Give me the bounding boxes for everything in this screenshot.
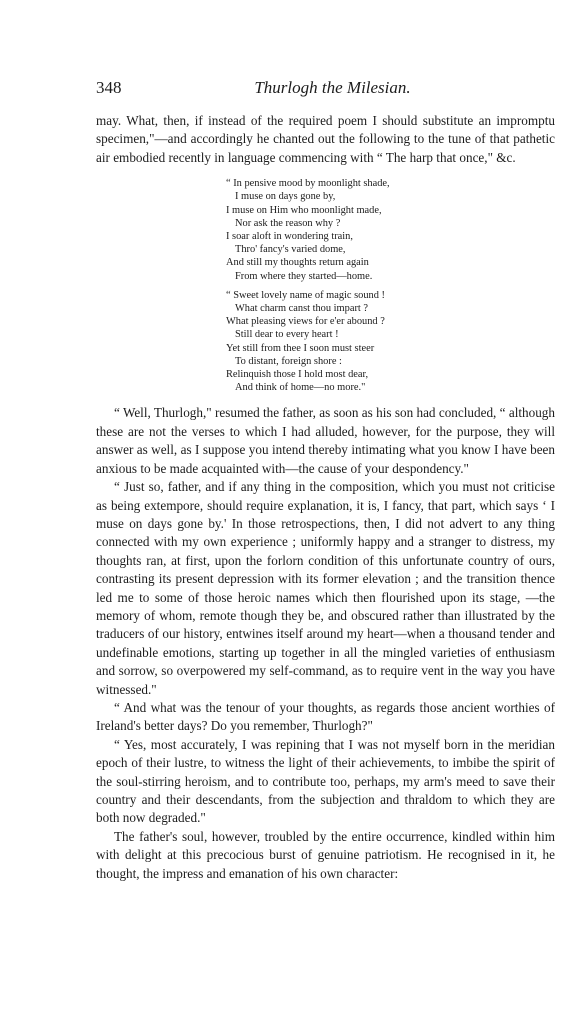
poem-line: Thro' fancy's varied dome, [235,244,346,256]
paragraph-father-reply: “ Well, Thurlogh," resumed the father, as soon as his son had concluded, “ although these are not the verses to which I had alluded, however, for the purpose, they will answer as well, as I suppose you intend thereby intimating what you know I have been anxious to be made acquainted with—the cause of your despondency." [96,405,555,476]
poem-line: “ Sweet lovely name of magic sound ! [226,289,385,301]
poem-line: To distant, foreign shore : [235,355,342,367]
poem-line: I muse on Him who moonlight made, [226,204,382,216]
poem-line: And still my thoughts return again [226,257,369,269]
paragraph-thurlogh-answer: “ Yes, most accurately, I was repining that I was not myself born in the meridian epoch of their lustre, to witness the light of their achievements, to imbibe the spirit of the soul-stirring heroism, and to contribute too, perhaps, my arm's meed to save their country and their descendants, from the subjection and thraldom to which they are both now degraded." [96,736,555,826]
page-body [96,112,555,883]
paragraph-father-soul: The father's soul, however, troubled by the entire occurrence, kindled within him with delight at this precocious burst of genuine patriotism. He recognised in it, he thought, the impress and emanation of his own character: [96,828,555,881]
poem-line: I soar aloft in wondering train, [226,231,353,243]
poem-line: What charm canst thou impart ? [235,303,369,315]
poem-line: Yet still from thee I soon must steer [226,342,375,354]
poem-line: Relinquish those I hold most dear, [226,369,369,381]
running-title: Thurlogh the Milesian. [254,78,411,97]
poem-stanza-2 [226,289,555,395]
poem-line: “ In pensive mood by moonlight shade, [226,178,390,190]
paragraph-thurlogh-explanation: “ Just so, father, and if any thing in the composition, which you must not criticise as being extempore, should require explanation, it is, I fancy, that part, which says ‘ I muse on days gone by.' In those retrospections, then, I did not advert to any thing connected with my own experience ; uniformly happy and a stranger to distress, my thoughts ran, at first, upon the forlorn condition of this unfortunate country of ours, contrasting its present depression with its former elevation ; and the transition thence led me to some of those heroic names which then flourished upon its stage, —the memory of whom, remote though they be, and obscured rather than illustrated by the traducers of our history, entwines itself around my heart—when a thousand tender and undefinable emotions, starting up together in all the mingled varieties of enthusiasm and sorrow, so overpowered my self-command, as to require vent in the way you have witnessed." [96,479,555,697]
poem-stanza-1 [226,177,555,283]
poem-line: From where they started—home. [235,270,373,282]
poem-line: And think of home—no more." [235,382,366,394]
poem [226,177,555,394]
intro-paragraph: may. What, then, if instead of the required poem I should substitute an impromptu specimen,"—and accordingly he chanted out the following to the tune of that pathetic air embodied recently in language commencing with “ The harp that once," &c. [96,113,555,165]
page-header [96,78,555,100]
paragraph-father-question: “ And what was the tenour of your thoughts, as regards those ancient worthies of Ireland's better days? Do you remember, Thurlogh?" [96,699,555,734]
poem-line: What pleasing views for e'er abound ? [226,316,385,328]
page-number: 348 [96,78,122,97]
poem-line: I muse on days gone by, [235,191,336,203]
poem-line: Nor ask the reason why ? [235,217,341,229]
poem-line: Still dear to every heart ! [235,329,339,341]
